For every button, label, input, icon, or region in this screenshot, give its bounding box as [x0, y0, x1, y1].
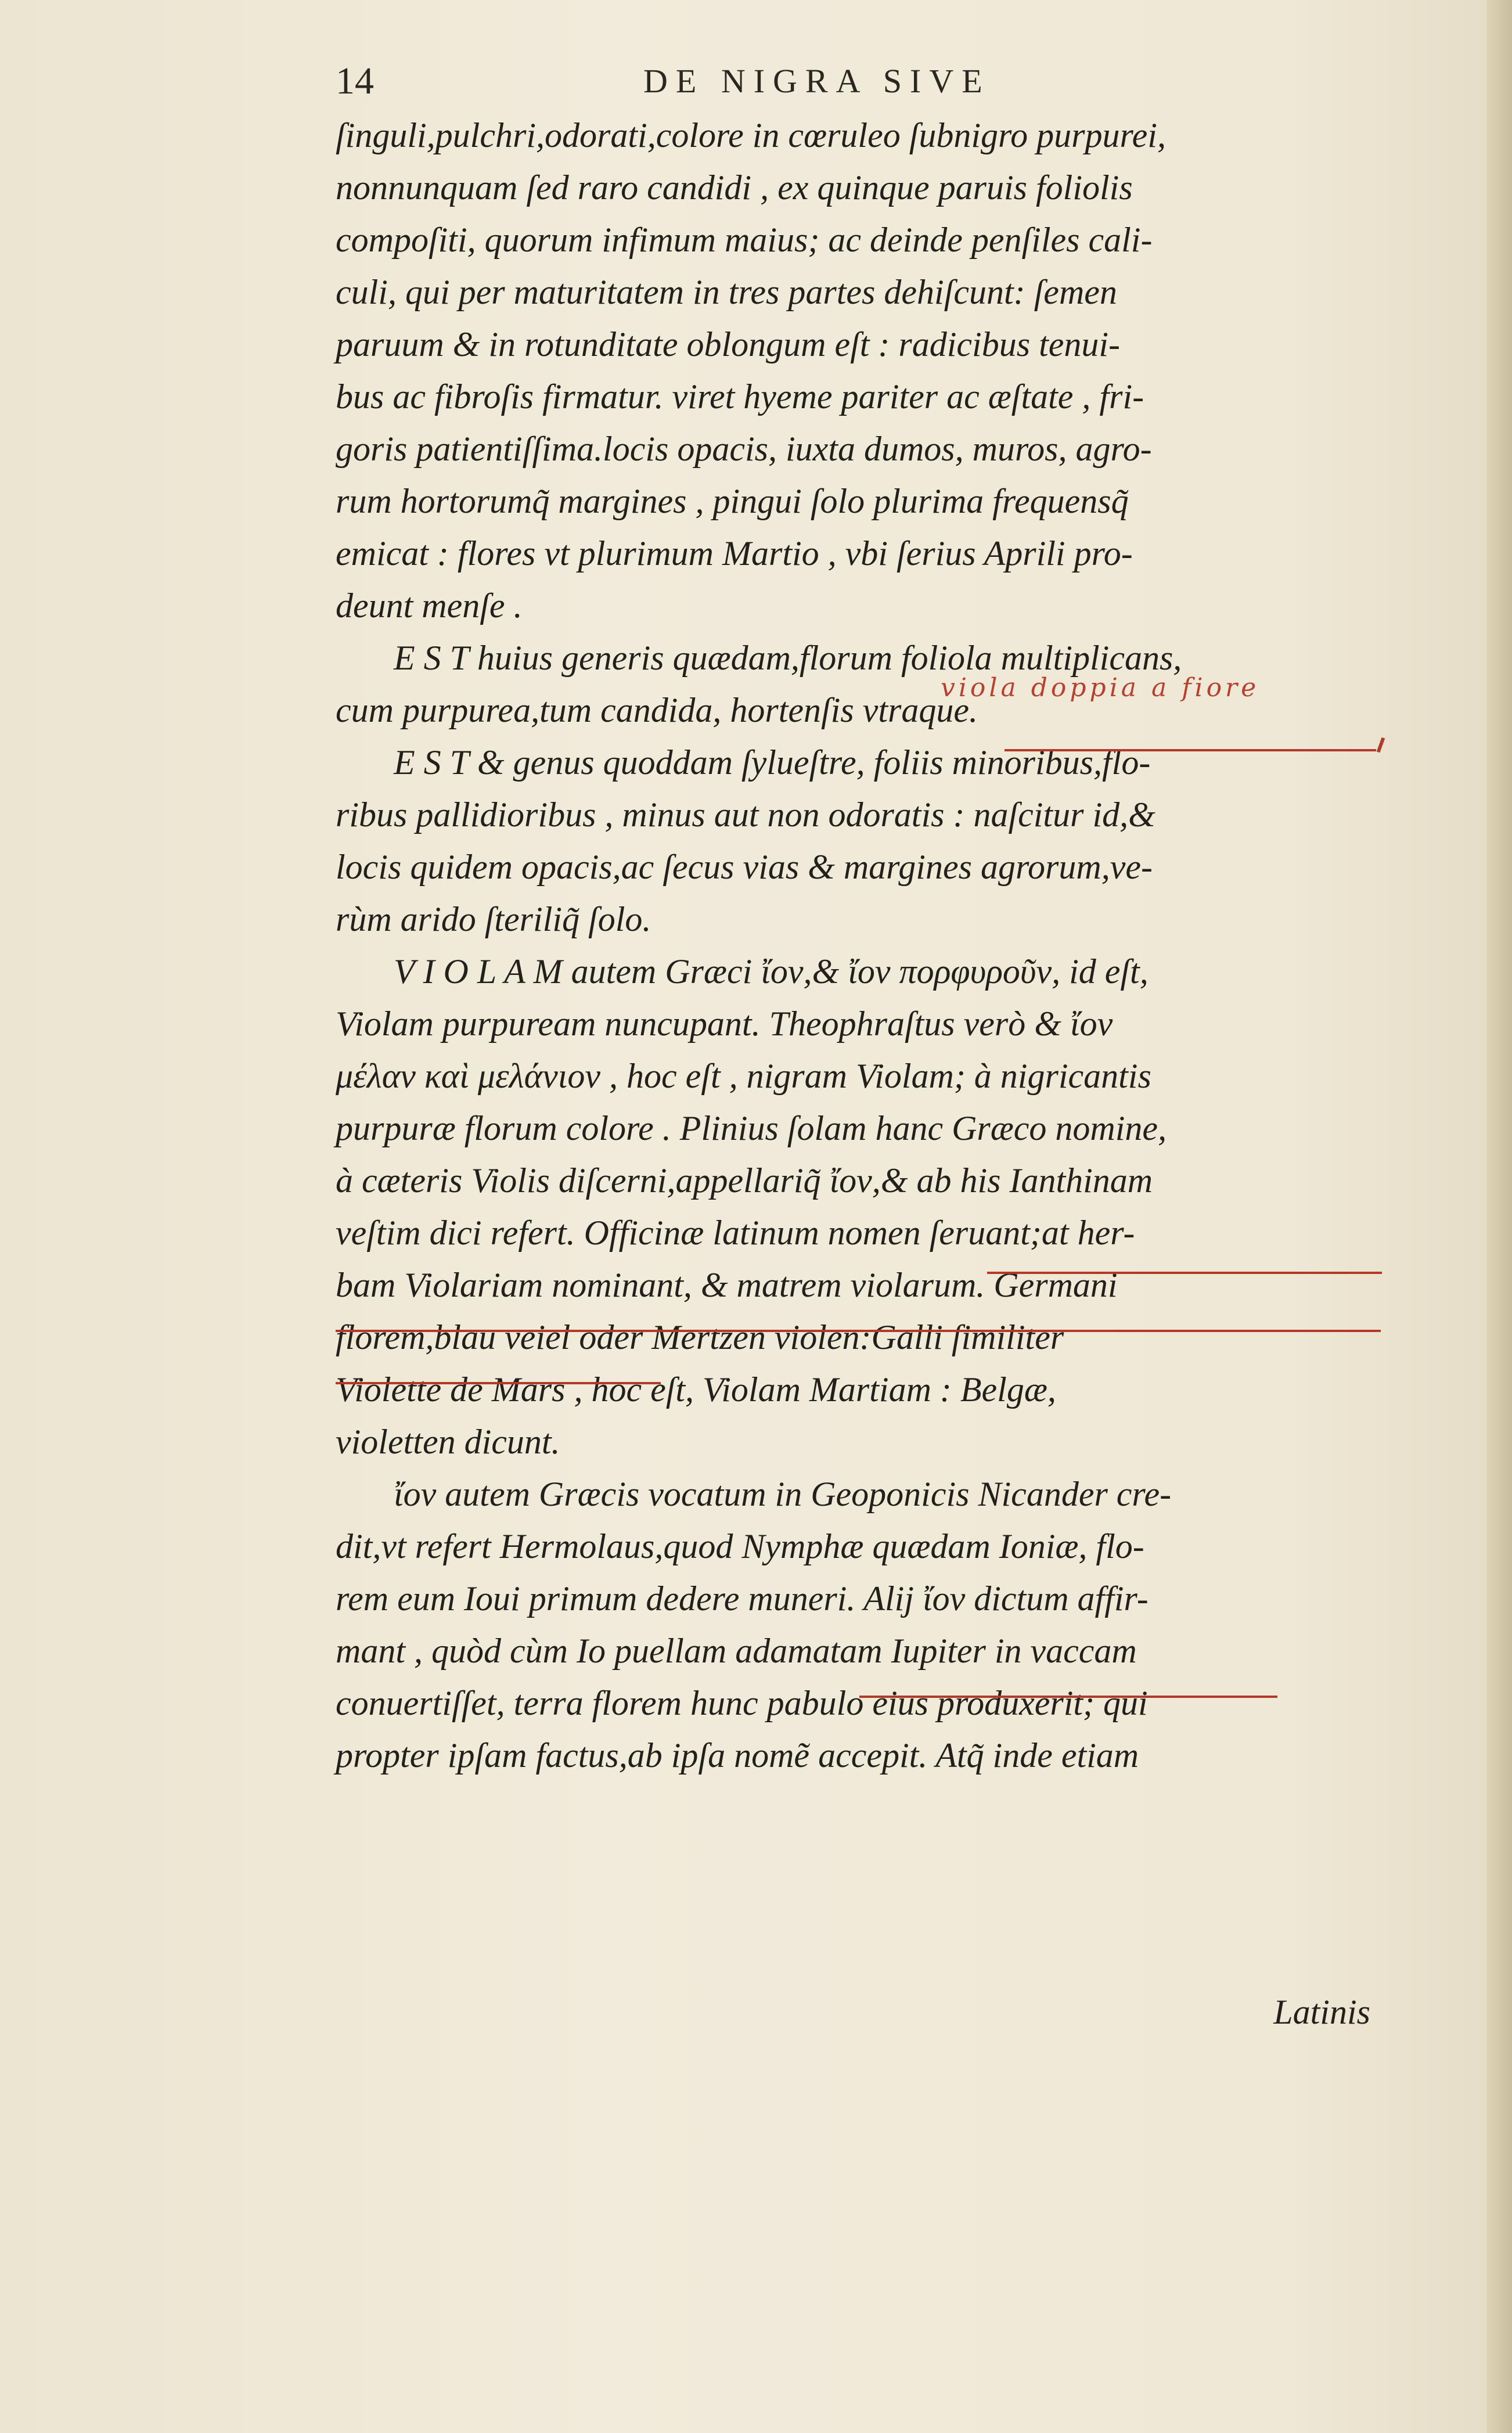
page-number: 14 — [336, 60, 374, 102]
text-line: bam Violariam nominant, & matrem violarum. Germani — [336, 1266, 1118, 1304]
text-line: bus ac fibroſis firmatur. viret hyeme pariter ac æſtate , fri- — [336, 377, 1144, 416]
text-line: Violam purpuream nuncupant. Theophraſtus verò & ἴον — [336, 1005, 1113, 1043]
text-line: ſinguli,pulchri,odorati,colore in cœruleo ſubnigro purpurei, — [336, 116, 1166, 154]
paragraph-start-line: E S T & genus quoddam ſylueſtre, foliis minoribus,flo- — [394, 743, 1151, 782]
text-line: purpuræ florum colore . Plinius ſolam hanc Græco nomine, — [336, 1109, 1167, 1147]
text-line: à cæteris Violis diſcerni,appellariq̃ ἴον,& ab his Ianthinam — [336, 1161, 1153, 1200]
text-line: florem,blau veiel oder Mertzen violen:Galli ſimiliter — [336, 1318, 1064, 1356]
text-line: propter ipſam factus,ab ipſa nomẽ accepit. Atq̃ inde etiam — [336, 1736, 1139, 1775]
text-line: compoſiti, quorum infimum maius; ac deinde penſiles cali- — [336, 221, 1153, 259]
text-line: culi, qui per maturitatem in tres partes dehiſcunt: ſemen — [336, 273, 1117, 311]
text-line: deunt menſe . — [336, 586, 523, 625]
page-edge — [1486, 0, 1512, 2433]
text-line: emicat : flores vt plurimum Martio , vbi ſerius Aprili pro- — [336, 534, 1133, 573]
text-line: rùm arido ſteriliq̃ ſolo. — [336, 900, 651, 938]
text-line: violetten dicunt. — [336, 1423, 560, 1461]
text-line: μέλαν καὶ μελάνιον , hoc eſt , nigram Violam; à nigricantis — [336, 1057, 1151, 1095]
text-line: ribus pallidioribus , minus aut non odoratis : naſcitur id,& — [336, 796, 1155, 834]
underline-mark — [987, 1272, 1382, 1274]
underline-mark — [336, 1330, 1381, 1332]
text-line: rum hortorumq̃ margines , pingui ſolo plurima frequensq̃ — [336, 482, 1129, 520]
paragraph-start-line: ἴον autem Græcis vocatum in Geoponicis Nicander cre- — [394, 1475, 1172, 1513]
text-line: veſtim dici refert. Officinæ latinum nomen ſeruant;at her- — [336, 1214, 1135, 1252]
running-head: DE NIGRA SIVE — [643, 62, 991, 100]
text-line: paruum & in rotunditate oblongum eſt : radicibus tenui- — [336, 325, 1121, 363]
underline-mark — [859, 1696, 1277, 1698]
paragraph-start-line: E S T huius generis quædam,florum foliola multiplicans, — [394, 639, 1182, 677]
text-line: cum purpurea,tum candida, hortenſis vtraque. — [336, 691, 978, 729]
text-line: locis quidem opacis,ac ſecus vias & margines agrorum,ve- — [336, 848, 1153, 886]
text-line: Violette de Mars , hoc eſt, Violam Martiam : Belgæ, — [336, 1370, 1056, 1409]
text-line: goris patientiſſima.locis opacis, iuxta dumos, muros, agro- — [336, 430, 1152, 468]
body-text — [336, 109, 1381, 1781]
text-line: nonnunquam ſed raro candidi , ex quinque paruis foliolis — [336, 168, 1133, 207]
text-line: conuertiſſet, terra florem hunc pabulo eius produxerit; qui — [336, 1684, 1148, 1722]
underline-mark — [1005, 749, 1376, 751]
text-line: mant , quòd cùm Io puellam adamatam Iupiter in vaccam — [336, 1632, 1137, 1670]
text-line: rem eum Ioui primum dedere muneri. Alij ἴον dictum affir- — [336, 1579, 1149, 1618]
text-line: dit,vt refert Hermolaus,quod Nymphæ quædam Ioniæ, flo- — [336, 1527, 1144, 1565]
catchword: Latinis — [1273, 1993, 1370, 2031]
handwritten-annotation: viola doppia a fiore — [941, 673, 1260, 703]
paragraph-start-line: V I O L A M autem Græci ἴον,& ἴον πορφυροῦν, id eſt, — [394, 952, 1149, 991]
underline-mark — [336, 1382, 661, 1384]
page-header — [336, 58, 1090, 105]
